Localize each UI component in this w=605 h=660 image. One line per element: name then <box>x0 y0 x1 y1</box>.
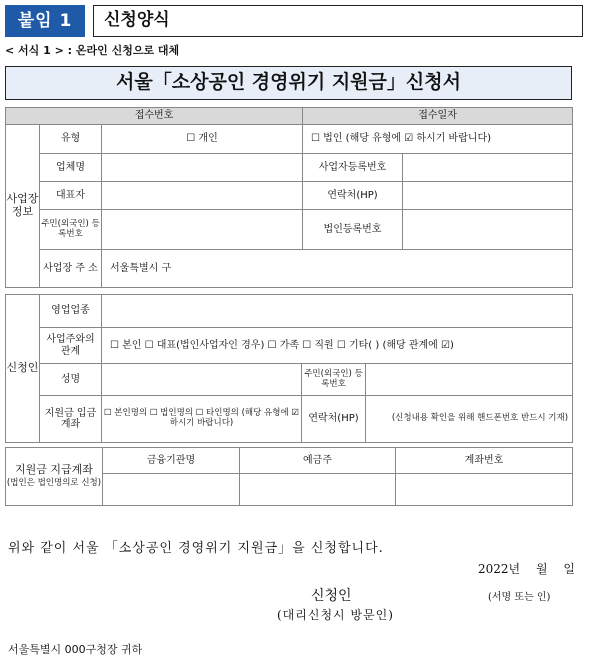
relation-options[interactable]: ☐ 본인 ☐ 대표(법인사업자인 경우) ☐ 가족 ☐ 직원 ☐ 기타( ) (해당 관계에 ☑) <box>102 328 573 364</box>
bank-name-field[interactable] <box>103 474 240 506</box>
form-subtitle: < 서식 1 > : 온라인 신청으로 대체 <box>5 44 180 57</box>
corpreg-field[interactable] <box>403 210 573 250</box>
phone-label: 연락처(HP) <box>303 182 403 210</box>
type-corporate-option[interactable]: ☐ 법인 (해당 유형에 ☑ 하시기 바랍니다) <box>303 125 573 154</box>
applicant-phone-note[interactable]: (신청내용 확인을 위해 핸드폰번호 반드시 기재) <box>366 396 573 443</box>
rep-label: 대표자 <box>40 182 102 210</box>
bizreg-field[interactable] <box>403 154 573 182</box>
company-field[interactable] <box>102 154 303 182</box>
company-label: 업체명 <box>40 154 102 182</box>
industry-label: 영업업종 <box>40 295 102 328</box>
bank-section-cell <box>6 448 103 506</box>
bank-name-label: 금융기관명 <box>103 448 240 474</box>
account-label: 지원금 입금계좌 <box>40 396 102 443</box>
form-title: 서울「소상공인 경영위기 지원금」신청서 <box>5 66 572 100</box>
industry-field[interactable] <box>102 295 573 328</box>
account-number-label: 계좌번호 <box>396 448 573 474</box>
address-field[interactable]: 서울특별시 구 <box>102 250 573 288</box>
corpreg-label: 법인등록번호 <box>303 210 403 250</box>
attachment-badge: 붙임 1 <box>5 5 85 37</box>
account-number-field[interactable] <box>396 474 573 506</box>
account-options[interactable]: ☐ 본인명의 ☐ 법인명의 ☐ 타인명의 (해당 유형에 ☑ 하시기 바랍니다) <box>102 396 302 443</box>
type-personal-option[interactable]: ☐ 개인 <box>102 125 303 154</box>
proxy-label: (대리신청시 방문인) <box>277 608 394 622</box>
account-holder-field[interactable] <box>240 474 396 506</box>
name-label: 성명 <box>40 364 102 396</box>
applicant-section-label: 신청인 <box>6 295 40 443</box>
declaration-text: 위와 같이 서울 「소상공인 경영위기 지원금」을 신청합니다. <box>8 541 384 556</box>
phone-field[interactable] <box>403 182 573 210</box>
bank-account-table <box>5 447 573 506</box>
receipt-date-label: 접수일자 <box>303 108 573 125</box>
bank-section-note: (법인은 법인명의로 신청) <box>6 478 102 489</box>
rep-field[interactable] <box>102 182 303 210</box>
applicant-resident-field[interactable] <box>366 364 573 396</box>
applicant-info-table <box>5 294 573 443</box>
business-section-label: 사업장 정보 <box>6 125 40 288</box>
relation-label: 사업주와의 관계 <box>40 328 102 364</box>
form-header <box>5 5 583 37</box>
signer-label: 신청인 <box>311 588 352 604</box>
name-field[interactable] <box>102 364 302 396</box>
resident-field[interactable] <box>102 210 303 250</box>
application-date: 2022년 월 일 <box>478 562 575 576</box>
signature-hint: (서명 또는 인) <box>488 592 551 603</box>
bank-section-label: 지원금 지급계좌 <box>15 462 93 476</box>
header-title: 신청양식 <box>93 5 583 37</box>
resident-label: 주민(외국인) 등록번호 <box>40 210 102 250</box>
applicant-phone-label: 연락처(HP) <box>302 396 366 443</box>
receipt-number-label: 접수번호 <box>6 108 303 125</box>
type-label: 유형 <box>40 125 102 154</box>
address-label: 사업장 주 소 <box>40 250 102 288</box>
bizreg-label: 사업자등록번호 <box>303 154 403 182</box>
applicant-resident-label: 주민(외국인) 등록번호 <box>302 364 366 396</box>
account-holder-label: 예금주 <box>240 448 396 474</box>
business-info-table <box>5 107 573 288</box>
addressee: 서울특별시 000구청장 귀하 <box>8 643 143 656</box>
